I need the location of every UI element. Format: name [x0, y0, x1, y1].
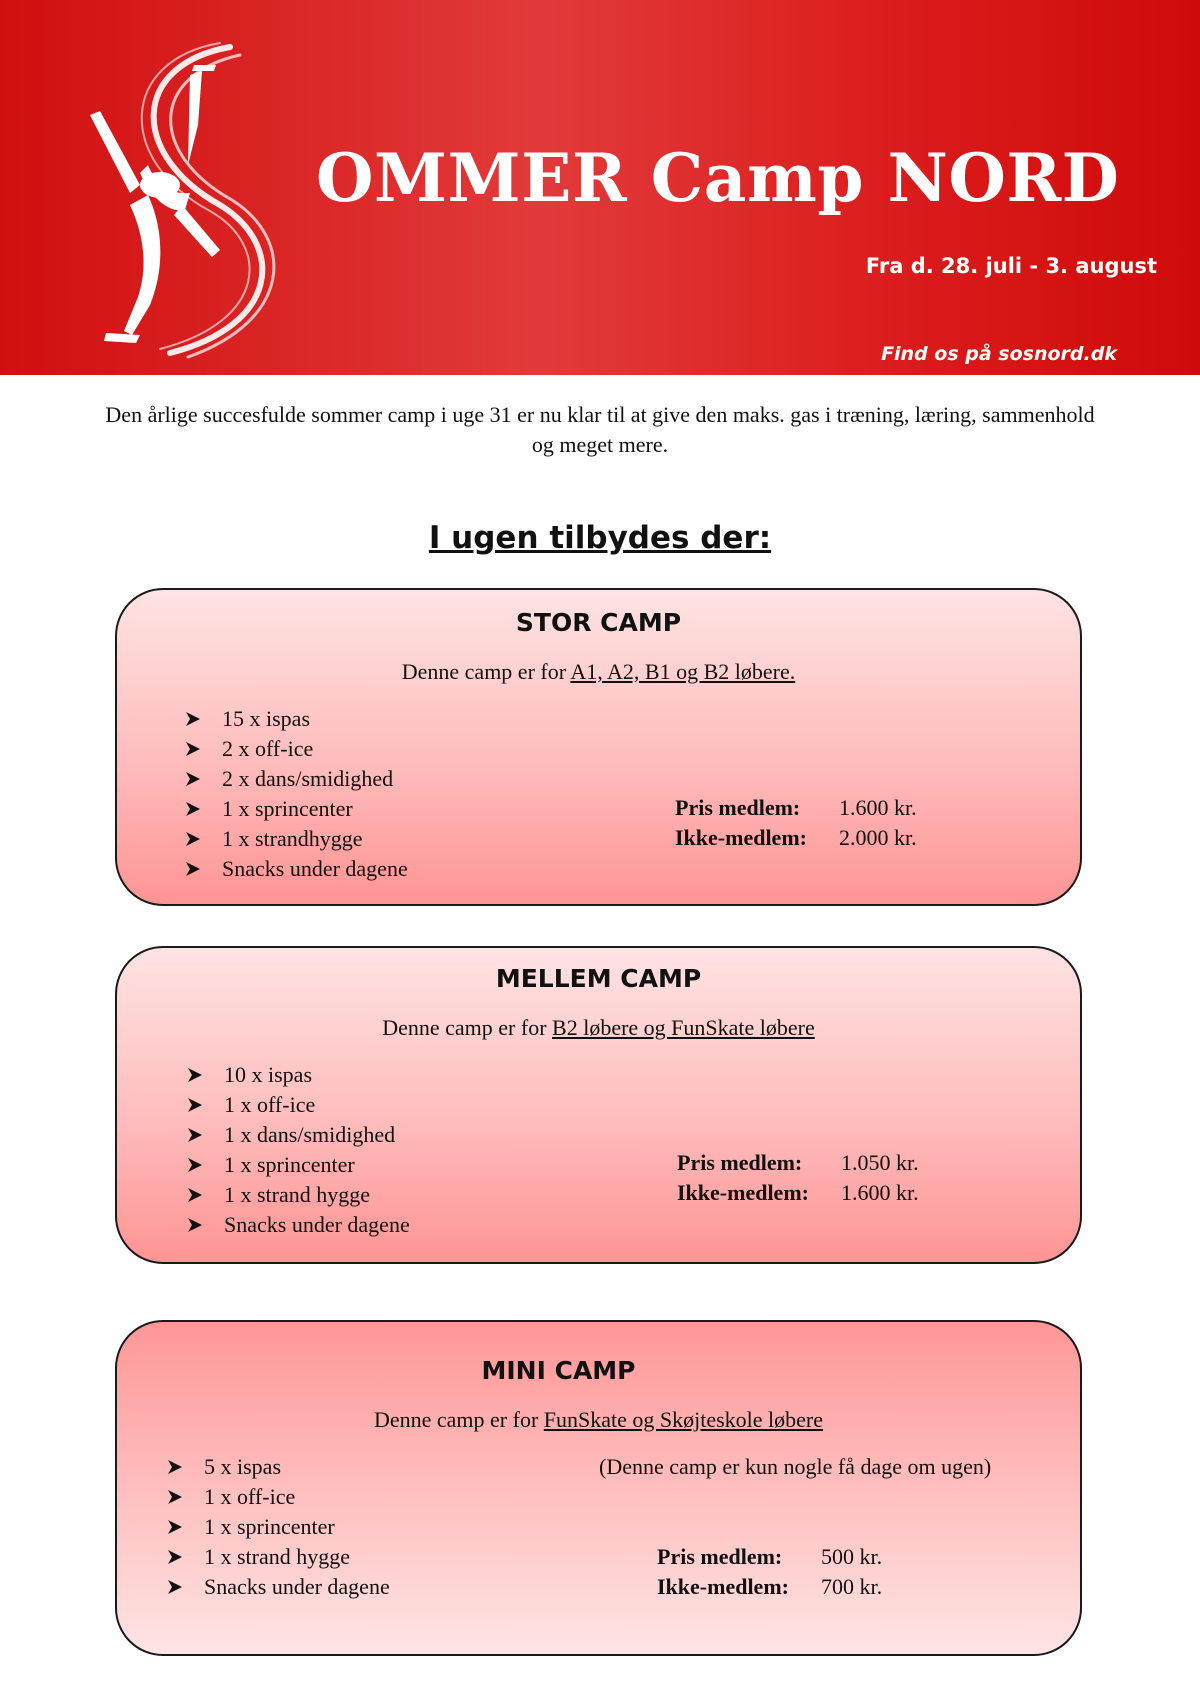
price-member-value: 500 kr. — [821, 1544, 883, 1569]
arrowhead-bullet-icon — [187, 1217, 203, 1233]
item-text: 2 x off-ice — [222, 736, 314, 761]
item-text: 15 x ispas — [222, 706, 310, 731]
arrowhead-bullet-icon — [167, 1579, 183, 1595]
arrowhead-bullet-icon — [187, 1187, 203, 1203]
item-text: 1 x sprincenter — [224, 1152, 355, 1177]
price-block — [675, 793, 935, 853]
list-item — [187, 1120, 410, 1150]
offer-heading: I ugen tilbydes der: — [428, 520, 772, 556]
arrowhead-bullet-icon — [185, 711, 201, 727]
camp-subtitle-prefix: Denne camp er for — [373, 1407, 544, 1432]
price-nonmember-label: Ikke-medlem: — [675, 825, 807, 850]
camp-card-mellem — [115, 946, 1082, 1264]
camp-item-list — [187, 1060, 410, 1240]
item-text: 2 x dans/smidighed — [222, 766, 394, 791]
list-item — [167, 1452, 390, 1482]
list-item — [187, 1150, 410, 1180]
price-member-label: Pris medlem: — [675, 795, 801, 820]
item-text: 1 x sprincenter — [222, 796, 353, 821]
item-text: 1 x off-ice — [204, 1484, 296, 1509]
list-item — [187, 1210, 410, 1240]
price-nonmember-value: 2.000 kr. — [839, 825, 917, 850]
price-member-value: 1.600 kr. — [839, 795, 917, 820]
item-text: Snacks under dagene — [224, 1212, 410, 1237]
item-text: Snacks under dagene — [222, 856, 408, 881]
camp-title: MELLEM CAMP — [495, 964, 702, 993]
list-item — [167, 1512, 390, 1542]
arrowhead-bullet-icon — [187, 1067, 203, 1083]
arrowhead-bullet-icon — [167, 1459, 183, 1475]
item-text: 5 x ispas — [204, 1454, 281, 1479]
arrowhead-bullet-icon — [185, 861, 201, 877]
list-item — [185, 704, 408, 734]
camp-dates: Fra d. 28. juli - 3. august — [865, 254, 1157, 278]
list-item — [167, 1572, 390, 1602]
camp-subtitle-prefix: Denne camp er for — [382, 1015, 553, 1040]
price-member-label: Pris medlem: — [677, 1150, 803, 1175]
arrowhead-bullet-icon — [167, 1549, 183, 1565]
arrowhead-bullet-icon — [167, 1489, 183, 1505]
camp-groups: A1, A2, B1 og B2 løbere. — [570, 659, 796, 684]
arrowhead-bullet-icon — [187, 1097, 203, 1113]
camp-subtitle — [117, 1405, 1080, 1435]
camp-card-mini — [115, 1320, 1082, 1656]
list-item — [185, 794, 408, 824]
item-text: 1 x off-ice — [224, 1092, 316, 1117]
price-nonmember-label: Ikke-medlem: — [677, 1180, 809, 1205]
camp-subtitle — [117, 657, 1080, 687]
price-member-label: Pris medlem: — [657, 1544, 783, 1569]
list-item — [187, 1180, 410, 1210]
list-item — [185, 764, 408, 794]
list-item — [185, 824, 408, 854]
price-nonmember-label: Ikke-medlem: — [657, 1574, 789, 1599]
camp-note: (Denne camp er kun nogle få dage om ugen) — [599, 1454, 992, 1479]
camp-title: STOR CAMP — [515, 608, 682, 637]
price-nonmember-value: 1.600 kr. — [841, 1180, 919, 1205]
arrowhead-bullet-icon — [185, 801, 201, 817]
camp-title: MINI CAMP — [481, 1356, 636, 1385]
item-text: Snacks under dagene — [204, 1574, 390, 1599]
camp-groups: B2 løbere og FunSkate løbere — [552, 1015, 815, 1040]
page-title: OMMER Camp NORD — [316, 139, 1120, 217]
item-text: 1 x sprincenter — [204, 1514, 335, 1539]
list-item — [167, 1482, 390, 1512]
intro-text: Den årlige succesfulde sommer camp i uge 31 er nu klar til at give den maks. gas i træning, læring, sammenhold og meget mere. — [105, 402, 1095, 457]
item-text: 1 x strand hygge — [204, 1544, 351, 1569]
item-text: 1 x strand hygge — [224, 1182, 371, 1207]
arrowhead-bullet-icon — [185, 831, 201, 847]
price-block — [677, 1148, 937, 1208]
item-text: 1 x strandhygge — [222, 826, 363, 851]
list-item — [185, 734, 408, 764]
arrowhead-bullet-icon — [185, 741, 201, 757]
camp-subtitle — [117, 1013, 1080, 1043]
price-nonmember-value: 700 kr. — [821, 1574, 883, 1599]
arrowhead-bullet-icon — [185, 771, 201, 787]
list-item — [167, 1542, 390, 1572]
camp-card-stor — [115, 588, 1082, 906]
list-item — [187, 1060, 410, 1090]
figure-skater-logo-icon — [70, 35, 320, 365]
item-text: 1 x dans/smidighed — [224, 1122, 396, 1147]
list-item — [187, 1090, 410, 1120]
arrowhead-bullet-icon — [187, 1127, 203, 1143]
item-text: 10 x ispas — [224, 1062, 312, 1087]
arrowhead-bullet-icon — [187, 1157, 203, 1173]
camp-item-list — [185, 704, 408, 884]
camp-groups: FunSkate og Skøjteskole løbere — [543, 1407, 824, 1432]
list-item — [185, 854, 408, 884]
price-block — [657, 1542, 917, 1602]
camp-subtitle-prefix: Denne camp er for — [401, 659, 571, 684]
price-member-value: 1.050 kr. — [841, 1150, 919, 1175]
camp-item-list — [167, 1452, 390, 1602]
arrowhead-bullet-icon — [167, 1519, 183, 1535]
website-link[interactable]: Find os på sosnord.dk — [881, 343, 1117, 365]
header-banner — [0, 0, 1200, 375]
